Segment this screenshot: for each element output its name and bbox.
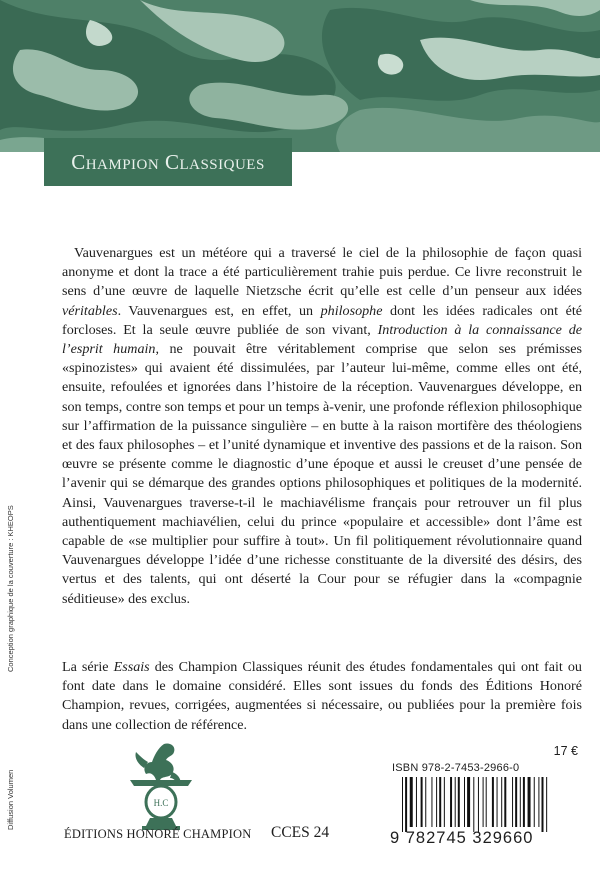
horse-emblem-icon — [116, 738, 206, 834]
barcode-bar — [523, 777, 525, 827]
series-description-run: Essais — [113, 659, 150, 675]
barcode-bar — [421, 777, 423, 827]
series-code: CCES 24 — [271, 824, 330, 841]
barcode-bar — [478, 777, 479, 832]
barcode-bar — [504, 777, 506, 827]
barcode-bar — [483, 777, 484, 827]
barcode-bar — [497, 777, 498, 827]
barcode-bar — [439, 777, 441, 827]
barcode-bar — [486, 777, 487, 827]
publisher-name: ÉDITIONS HONORÉ CHAMPION — [64, 827, 252, 841]
barcode-bar — [405, 777, 407, 832]
price-label: 17 € — [553, 744, 578, 758]
cover-design-credit: Conception graphique de la couverture : KHEOPS — [6, 505, 15, 672]
blurb-paragraph — [62, 244, 582, 609]
barcode-bar — [467, 777, 470, 827]
distribution-credit: Diffusion Volumen — [6, 769, 15, 830]
barcode-bar — [458, 777, 460, 827]
barcode-icon — [390, 777, 580, 832]
blurb-run: , ne pouvait être véritablement comprise que selon ses prémisses «spinozistes» qui avaient été dissimulées, par l’auteur lui-même, comme elles ont été, ensuite, refoulées et ignorées dans l’histoire de la réception. Vauvenargues développe, en son temps, contre son temps et pour un temps à-venir, une profonde réflexion philosophique sur l’affirmation de la puissance singulière – en butte à la raison mortifère des théologiens et des faux philosophes – et l’unité dynamique et inventive des passions et de la raison. Son œuvre se présente comme le diagnostic d’une époque et aussi le creuset d’une pensée de l’avenir qui se démarque des grandes options philosophiques et politiques de la modernité. Ainsi, Vauvenargues traverse-t-il le machiavélisme français pour retrouver un fil plus authentiquement machiavélien, celui du prince «populaire et accessible» dont l’âme est capable de «se multiplier pour suffire à tout». Un fil politiquement révolutionnaire quand Vauvenargues développe l’idée d’une richesse constituante de la diversité des désirs, des vertus et des talents, qui ont déserté la Cour pour se réfugier dans la «compagnie séditieuse» des exclus. — [62, 341, 582, 607]
marbled-pattern — [0, 0, 600, 152]
barcode-bar — [528, 777, 531, 827]
barcode-bar — [542, 777, 544, 832]
barcode-bar — [450, 777, 452, 827]
barcode-bar — [520, 777, 521, 827]
barcode-bar — [444, 777, 445, 827]
blurb-run: . Vauvenargues est, en effet, un — [117, 302, 321, 319]
barcode-bar — [436, 777, 437, 827]
series-description-run: La série — [62, 659, 114, 675]
barcode-bar — [473, 777, 474, 832]
barcode-block — [390, 762, 580, 860]
barcode-bar — [492, 777, 494, 827]
series-description-paragraph — [62, 658, 582, 735]
barcode-bar — [425, 777, 426, 827]
logo-monogram: H.C — [153, 798, 169, 808]
blurb-run: Introduction à la connaissance de l’esprit humain — [62, 321, 582, 358]
barcode-bar — [515, 777, 517, 827]
barcode-digits: 9 782745 329660 — [390, 829, 534, 847]
series-title: Champion Classiques — [71, 149, 265, 174]
barcode-bar — [431, 777, 432, 827]
barcode-bar — [455, 777, 456, 827]
series-title-box — [44, 138, 292, 186]
barcode-bar — [512, 777, 513, 827]
isbn-label: ISBN 978-2-7453-2966-0 — [392, 762, 520, 774]
barcode-bar — [464, 777, 465, 827]
marbled-banner — [0, 0, 600, 152]
blurb-run: Vauvenargues est un météore qui a traversé le ciel de la philosophie de façon quasi anonyme et dont la trace a été particulièrement trahie puis perdue. Ce livre reconstruit le sens d’une œuvre de laquelle Nietzsche écrit qu’elle est celle d’un penseur aux idées — [62, 245, 582, 300]
barcode-bar — [546, 777, 547, 832]
barcode-bar — [402, 777, 403, 832]
barcode-bar — [416, 777, 417, 827]
blurb-run: philosophe — [320, 302, 383, 319]
barcode-bar — [410, 777, 413, 827]
series-description-run: des Champion Classiques réunit des études fondamentales qui ont fait ou font date dans le domaine considéré. Elles sont issues du fonds des Éditions Honoré Champion, revues, corrigées, augmentées si nécessaire, ou publiées pour la première fois dans une collection de référence. — [62, 659, 582, 733]
barcode-bar — [534, 777, 535, 827]
barcode-bar — [501, 777, 502, 827]
barcode-bar — [538, 777, 539, 827]
blurb-run: dont les idées radicales ont été forcloses. Et la seule œuvre publiée de son vivant, — [62, 302, 582, 338]
blurb-run: véritables — [62, 302, 118, 319]
publisher-logo — [116, 738, 206, 834]
